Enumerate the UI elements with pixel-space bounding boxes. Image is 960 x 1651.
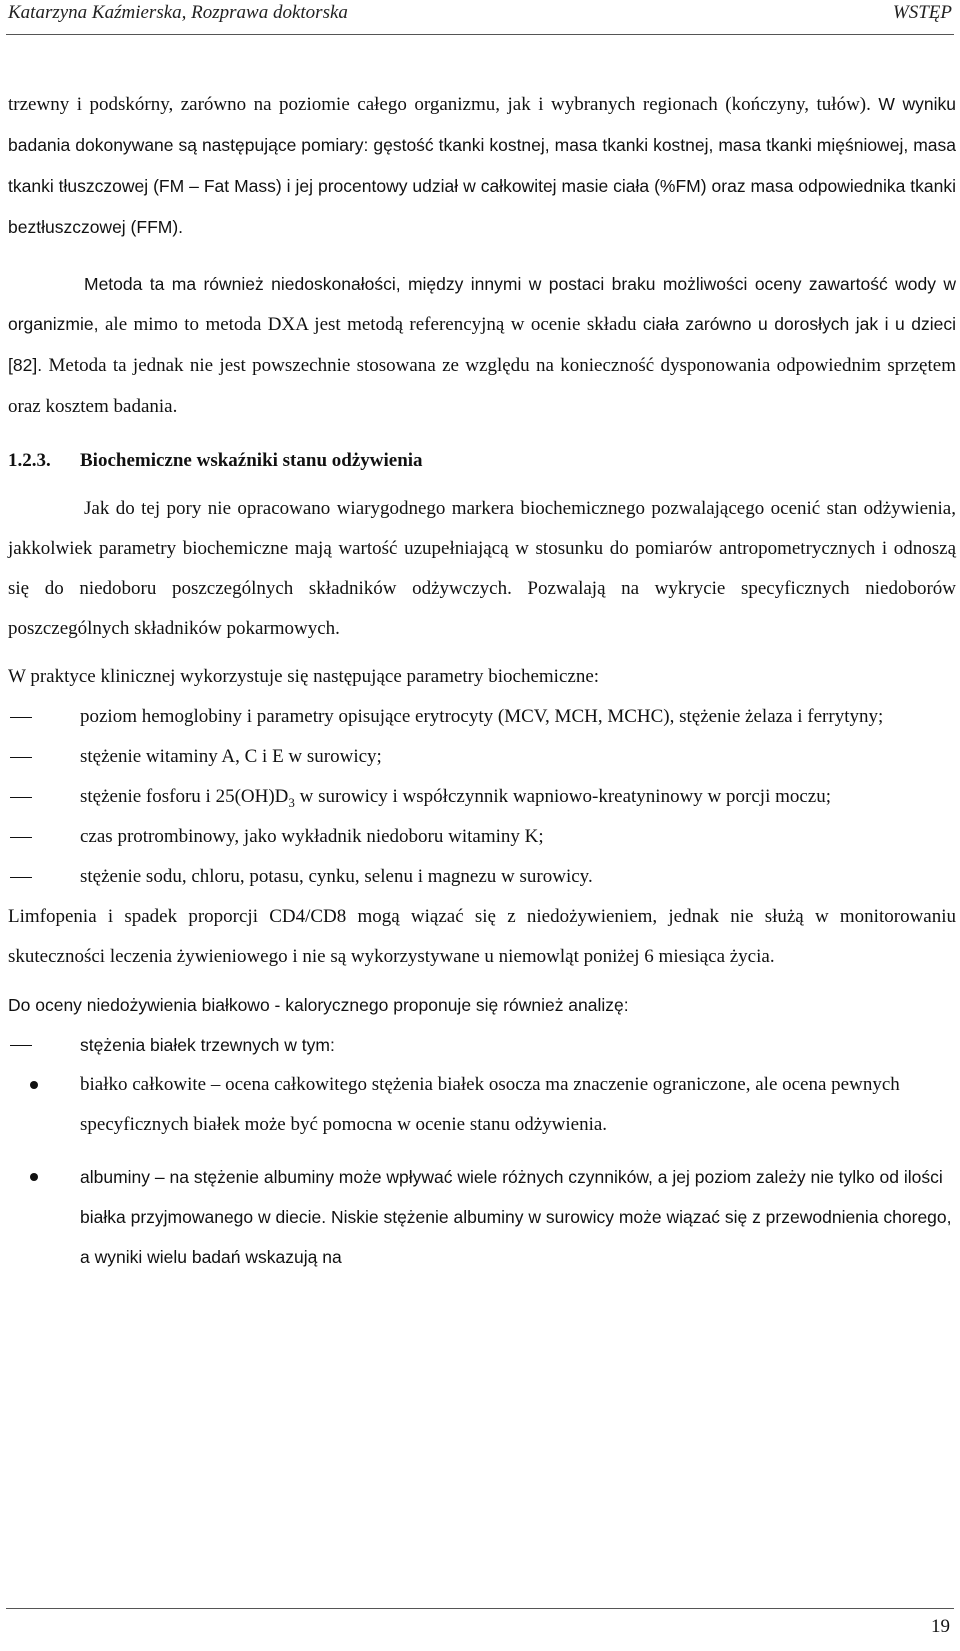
dash-icon [8,777,48,817]
paragraph-dxa-measurements [8,84,956,248]
subscript: 3 [288,794,295,810]
list-item [8,1157,956,1277]
text-run: ciała zarówno u dorosłych jak i u dzieci [82]. [8,314,956,375]
header-author-title: Katarzyna Kaźmierska, Rozprawa doktorska [8,2,348,23]
list-item-text: albuminy – na stężenie albuminy może wpływać wiele różnych czynników, a jej poziom zależy nie tylko od ilości białka przyjmowanego w diecie. Niskie stężenie albuminy w surowicy może wiązać się z przewodnienia chorego, a wyniki wielu badań wskazują na [80,1167,952,1267]
section-title: Biochemiczne wskaźniki stanu odżywienia [80,450,423,471]
text-run: trzewny i podskórny, zarówno na poziomie całego organizmu, jak i wybranych regionach (kończyny, tułów). [8,94,879,115]
list-item [8,857,956,897]
analysis-list [8,1025,956,1065]
list-item-text: poziom hemoglobiny i parametry opisujące erytrocyty (MCV, MCH, MCHC), stężenie żelaza i ferrytyny; [80,706,884,727]
page-body [8,84,956,1277]
biochemical-parameters-list [8,697,956,897]
list-item [8,817,956,857]
list-item-text: w surowicy i współczynnik wapniowo-kreatyninowy w porcji moczu; [294,786,832,807]
bullet-icon [8,1157,48,1197]
bullet-icon [8,1065,48,1105]
list-item [8,737,956,777]
dash-icon [8,737,48,777]
dash-icon [8,1025,48,1065]
header-chapter: WSTĘP [892,2,952,23]
protein-bullet-list [8,1065,956,1277]
list-item [8,777,956,817]
paragraph-biochemical-markers: Jak do tej pory nie opracowano wiarygodnego markera biochemicznego pozwalającego ocenić stan odżywienia, jakkolwiek parametry biochemiczne mają wartość uzupełniającą w stosunku do pomiarów antropometrycznych i odnoszą się do niedoboru poszczególnych składników odżywczych. Pozwalają na wykrycie specyficznych niedoborów poszczególnych składników pokarmowych. [8,498,956,639]
dash-icon [8,697,48,737]
list-item-text: białko całkowite – ocena całkowitego stężenia białek osocza ma znaczenie ograniczone, ale ocena pewnych specyficznych białek może być pomocna w ocenie stanu odżywienia. [80,1074,900,1135]
list-item-text: stężenia białek trzewnych w tym: [80,1035,335,1055]
paragraph-parameters-intro: W praktyce klinicznej wykorzystuje się następujące parametry biochemiczne: [8,666,600,687]
paragraph-dxa-limitations [8,264,956,427]
footer-rule [6,1608,954,1609]
text-run: ale mimo to metoda DXA jest metodą referencyjną w ocenie składu [104,314,643,335]
section-heading [8,441,956,481]
list-item [8,1025,956,1065]
list-item-text: czas protrombinowy, jako wykładnik niedoboru witaminy K; [80,826,544,847]
text-run: Metoda ta jednak nie jest powszechnie stosowana ze względu na konieczność dysponowania odpowiednim sprzętem oraz kosztem badania. [8,355,956,417]
header-rule [6,34,954,35]
list-item-text: stężenie fosforu i 25(OH)D [80,786,289,807]
list-item-text: stężenie witaminy A, C i E w surowicy; [80,746,382,767]
paragraph-lymphopenia: Limfopenia i spadek proporcji CD4/CD8 mogą wiązać się z niedożywieniem, jednak nie służą w monitorowaniu skuteczności leczenia żywieniowego i nie są wykorzystywane u niemowląt poniżej 6 miesiąca życia. [8,906,956,967]
section-number: 1.2.3. [8,450,51,471]
running-header [8,2,952,28]
dash-icon [8,817,48,857]
text-run: W wyniku badania dokonywane są następujące pomiary: gęstość tkanki kostnej, masa tkanki kostnej, masa tkanki mięśniowej, masa tkanki tłuszczowej (FM – Fat Mass) i jej procentowy udział w całkowitej masie ciała (%FM) oraz masa odpowiednika tkanki beztłuszczowej (FFM). [8,94,956,237]
page-number: 19 [931,1616,950,1637]
text-run: Metoda ta ma również niedoskonałości, między innymi w postaci braku możliwości oceny zawartość wody w organizmie, [8,274,956,334]
list-item [8,697,956,737]
list-item [8,1065,956,1145]
list-item-text: stężenie sodu, chloru, potasu, cynku, selenu i magnezu w surowicy. [80,866,593,887]
dash-icon [8,857,48,897]
paragraph-analysis-intro: Do oceny niedożywienia białkowo - kalorycznego proponuje się również analizę: [8,995,629,1015]
